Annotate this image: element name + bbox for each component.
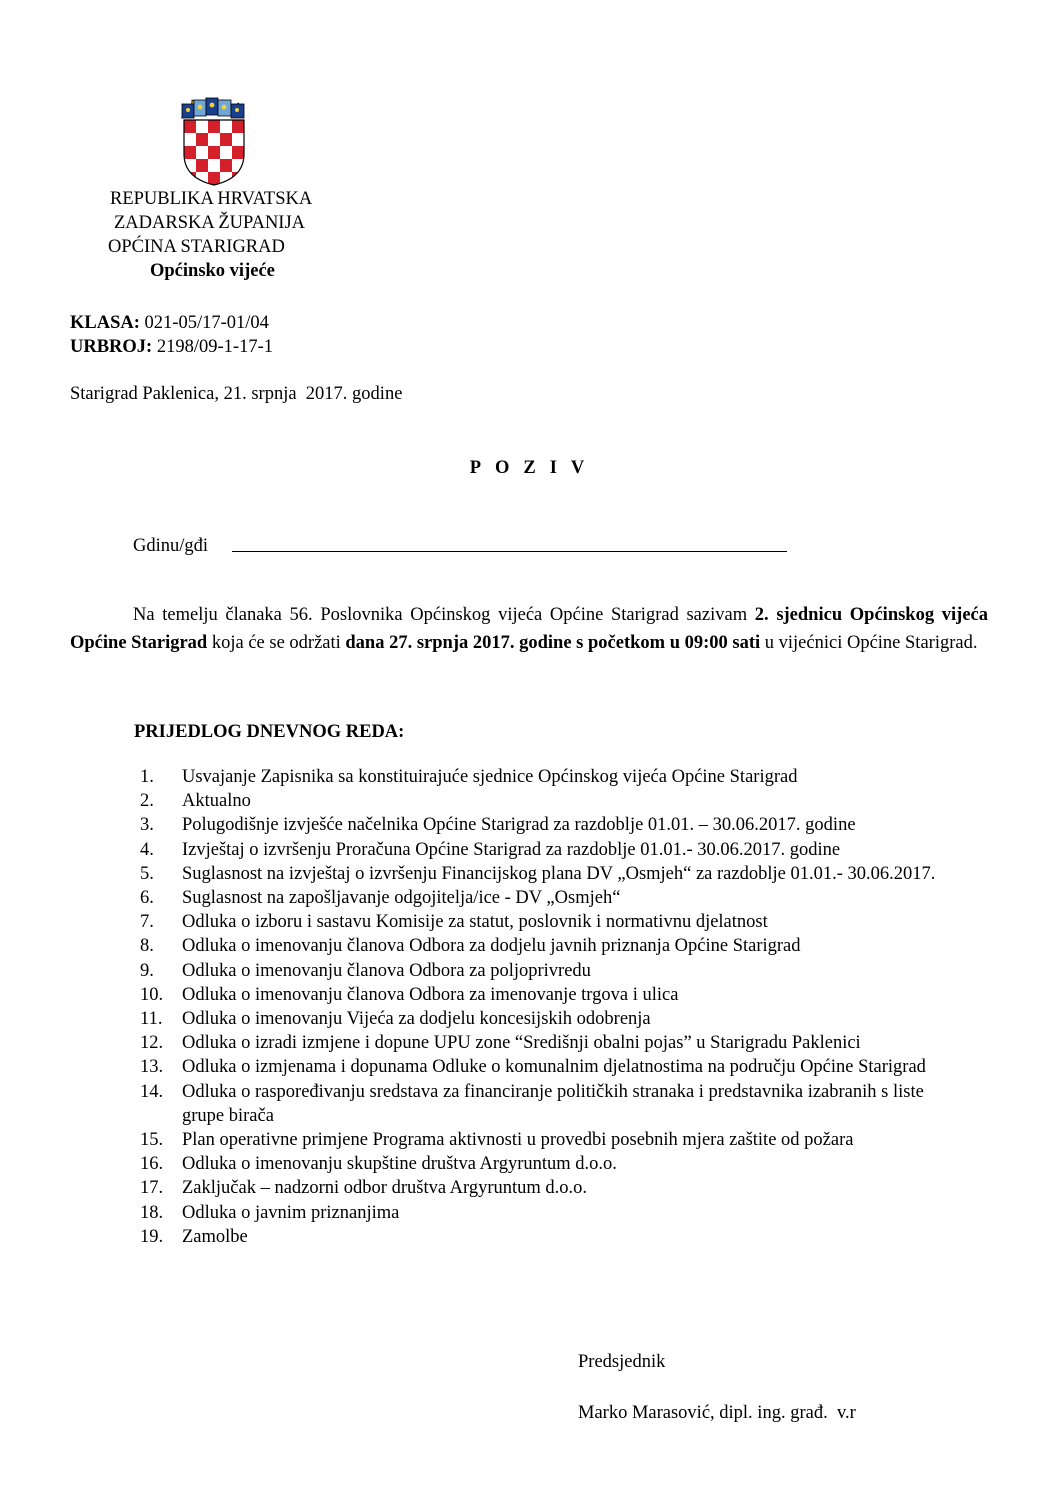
- letterhead-country: REPUBLIKA HRVATSKA: [110, 189, 313, 209]
- agenda-item: [140, 1176, 970, 1200]
- agenda-item-text: Odluka o raspoređivanju sredstava za financiranje političkih stranaka i predstavnika izabranih s liste grupe birača: [182, 1081, 924, 1126]
- agenda-item-text: Odluka o imenovanju članova Odbora za imenovanje trgova i ulica: [182, 984, 679, 1005]
- coat-of-arms-icon: [178, 96, 250, 186]
- agenda-item: [140, 1201, 970, 1225]
- klasa-label: KLASA:: [70, 313, 140, 333]
- agenda-item-number: 5.: [140, 863, 154, 884]
- paragraph-bold-1: 2. sjednicu Općinskog vijeća Općine Starigrad: [70, 605, 988, 653]
- agenda-item: [140, 983, 970, 1007]
- agenda-item-text: Odluka o imenovanju članova Odbora za poljoprivredu: [182, 960, 591, 981]
- agenda-item: [140, 813, 970, 837]
- letterhead-council: Općinsko vijeće: [150, 261, 275, 281]
- agenda-item: [140, 1031, 970, 1055]
- klasa-value: 021-05/17-01/04: [139, 313, 269, 333]
- agenda-item-text: Usvajanje Zapisnika sa konstituirajuće sjednice Općinskog vijeća Općine Starigrad: [182, 767, 798, 787]
- agenda-item: [140, 1007, 970, 1031]
- agenda-item-number: 10.: [140, 984, 164, 1005]
- invitation-paragraph: [70, 601, 988, 657]
- agenda-item-number: 8.: [140, 936, 154, 957]
- agenda-item-text: Odluka o imenovanju članova Odbora za dodjelu javnih priznanja Općine Starigrad: [182, 936, 801, 957]
- agenda-item-number: 14.: [140, 1081, 164, 1102]
- agenda-item-number: 19.: [140, 1226, 164, 1247]
- agenda-item-number: 16.: [140, 1154, 164, 1175]
- agenda-item-text: Aktualno: [182, 791, 251, 812]
- agenda-item: [140, 886, 970, 910]
- agenda-item: [140, 1128, 970, 1152]
- agenda-item: [140, 1055, 970, 1079]
- agenda-item-number: 1.: [140, 767, 154, 787]
- agenda-item: [140, 910, 970, 934]
- agenda-item-number: 4.: [140, 839, 154, 860]
- agenda-item: [140, 1152, 970, 1176]
- agenda-item-text: Odluka o izradi izmjene i dopune UPU zone “Središnji obalni pojas” u Starigradu Paklenici: [182, 1033, 861, 1054]
- agenda-item-text: Polugodišnje izvješće načelnika Općine Starigrad za razdoblje 01.01. – 30.06.2017. godine: [182, 815, 856, 836]
- addressee-label: Gdinu/gđi: [133, 536, 209, 556]
- letterhead-county: ZADARSKA ŽUPANIJA: [114, 213, 306, 233]
- agenda-item-number: 17.: [140, 1178, 164, 1199]
- urbroj-value: 2198/09-1-17-1: [152, 337, 273, 357]
- agenda-item-text: Zaključak – nadzorni odbor društva Argyruntum d.o.o.: [182, 1178, 588, 1199]
- agenda-item-text: Zamolbe: [182, 1226, 248, 1247]
- agenda-item: [140, 862, 970, 886]
- agenda-item-text: Odluka o izboru i sastavu Komisije za statut, poslovnik i normativnu djelatnost: [182, 912, 768, 933]
- agenda-item: [140, 789, 970, 813]
- agenda-item-number: 11.: [140, 1009, 163, 1030]
- agenda-item: [140, 765, 970, 789]
- paragraph-text-2: koja će se održati: [207, 633, 346, 653]
- agenda-item: [140, 934, 970, 958]
- paragraph-bold-2: dana 27. srpnja 2017. godine s početkom u 09:00 sati: [345, 633, 761, 653]
- paragraph-text-1: Na temelju članaka 56. Poslovnika Općinskog vijeća Općine Starigrad sazivam: [133, 605, 755, 625]
- agenda-item-text: Odluka o javnim priznanjima: [182, 1202, 400, 1223]
- agenda-item-number: 15.: [140, 1130, 164, 1151]
- letterhead-municipality: OPĆINA STARIGRAD: [108, 237, 285, 257]
- agenda-item-text: Izvještaj o izvršenju Proračuna Općine Starigrad za razdoblje 01.01.- 30.06.2017. godine: [182, 839, 841, 860]
- agenda-item-text: Odluka o imenovanju skupštine društva Argyruntum d.o.o.: [182, 1154, 617, 1175]
- agenda-item: [140, 959, 970, 983]
- agenda-item-text: Suglasnost na zapošljavanje odgojitelja/ice - DV „Osmjeh“: [182, 888, 621, 909]
- agenda-item-text: Odluka o imenovanju Vijeća za dodjelu koncesijskih odobrenja: [182, 1009, 651, 1030]
- agenda-item-number: 2.: [140, 791, 154, 812]
- addressee-blank-line: [232, 551, 787, 552]
- letterhead: [108, 187, 312, 283]
- agenda-item-number: 7.: [140, 912, 154, 933]
- agenda-item-text: Suglasnost na izvještaj o izvršenju Financijskog plana DV „Osmjeh“ za razdoblje 01.01.- 30.06.2017.: [182, 863, 936, 884]
- agenda-item-text: Plan operativne primjene Programa aktivnosti u provedbi posebnih mjera zaštite od požara: [182, 1130, 854, 1151]
- signature-name: Marko Marasović, dipl. ing. građ. v.r: [578, 1403, 856, 1423]
- paragraph-text-3: u vijećnici Općine Starigrad.: [760, 633, 978, 653]
- agenda-item-number: 12.: [140, 1033, 164, 1054]
- agenda-item: [140, 838, 970, 862]
- reference-block: [70, 311, 273, 359]
- agenda-item-text: Odluka o izmjenama i dopunama Odluke o komunalnim djelatnostima na području Općine Starigrad: [182, 1057, 926, 1078]
- document-title: POZIV: [469, 458, 599, 478]
- urbroj-label: URBROJ:: [70, 337, 153, 357]
- signature-role: Predsjednik: [578, 1352, 666, 1372]
- agenda-list: [140, 765, 970, 1249]
- place-date: Starigrad Paklenica, 21. srpnja 2017. godine: [70, 384, 403, 404]
- agenda-item-number: 3.: [140, 815, 154, 836]
- agenda-heading: PRIJEDLOG DNEVNOG REDA:: [134, 722, 405, 742]
- agenda-item-number: 9.: [140, 960, 154, 981]
- agenda-item-number: 6.: [140, 888, 154, 909]
- agenda-item: [140, 1080, 970, 1128]
- agenda-item-number: 18.: [140, 1202, 164, 1223]
- agenda-item-number: 13.: [140, 1057, 164, 1078]
- agenda-item: [140, 1225, 970, 1249]
